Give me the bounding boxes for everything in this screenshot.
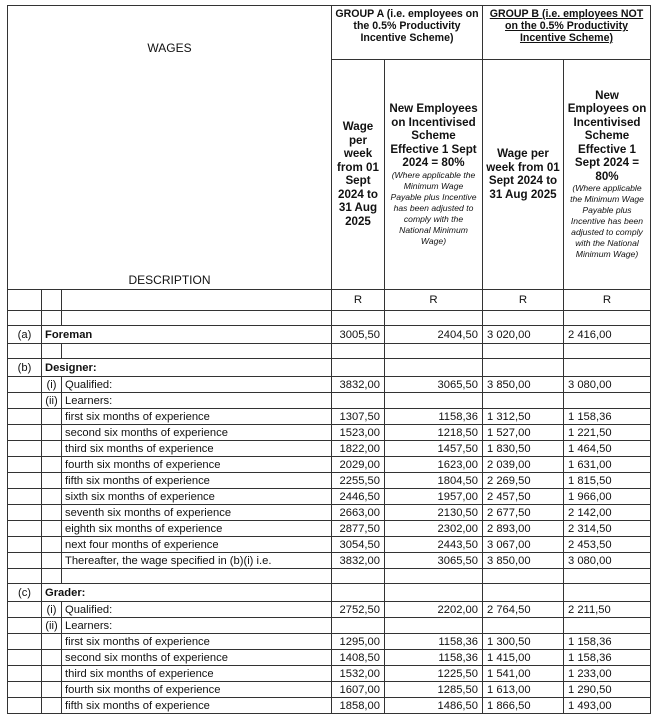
wage-value: 2446,50 — [332, 489, 385, 505]
wage-value: 3 020,00 — [483, 326, 564, 344]
empty-cell — [8, 505, 42, 521]
qualified-row — [8, 377, 651, 393]
empty-cell — [8, 682, 42, 698]
empty-cell — [332, 618, 385, 634]
section-tag: (c) — [8, 584, 42, 602]
empty-cell — [8, 409, 42, 425]
table-row — [8, 489, 651, 505]
row-label: fifth six months of experience — [62, 698, 332, 714]
row-label: next four months of experience — [62, 537, 332, 553]
wage-value: 3065,50 — [385, 553, 483, 569]
row-label: third six months of experience — [62, 666, 332, 682]
wage-value: 3 850,00 — [483, 553, 564, 569]
empty-cell — [483, 359, 564, 377]
wage-value: 3 067,00 — [483, 537, 564, 553]
row-label: first six months of experience — [62, 409, 332, 425]
row-label: seventh six months of experience — [62, 505, 332, 521]
row-label: second six months of experience — [62, 650, 332, 666]
col1-title: Wage per week from 01 Sept 2024 to 31 Aug 2025 — [337, 120, 379, 228]
wage-value: 1307,50 — [332, 409, 385, 425]
row-label: fifth six months of experience — [62, 473, 332, 489]
wage-value: 2202,00 — [385, 602, 483, 618]
empty-cell — [8, 377, 42, 393]
empty-cell — [483, 344, 564, 359]
empty-cell — [42, 537, 62, 553]
wage-value: 1607,00 — [332, 682, 385, 698]
wage-value: 2 039,00 — [483, 457, 564, 473]
empty-cell — [8, 344, 42, 359]
row-label: sixth six months of experience — [62, 489, 332, 505]
empty-cell — [564, 311, 651, 326]
empty-cell — [8, 457, 42, 473]
empty-cell — [332, 344, 385, 359]
group-a-title: GROUP A (i.e. employees on the 0.5% Productivity Incentive Scheme) — [332, 6, 483, 60]
wage-value: 1 866,50 — [483, 698, 564, 714]
empty-cell — [42, 505, 62, 521]
wage-value: 2 764,50 — [483, 602, 564, 618]
wage-value: 1 290,50 — [564, 682, 651, 698]
wage-value: 2443,50 — [385, 537, 483, 553]
empty-cell — [42, 489, 62, 505]
empty-cell — [332, 359, 385, 377]
row-label: Learners: — [62, 618, 332, 634]
empty-cell — [42, 425, 62, 441]
wages-table — [7, 5, 651, 714]
empty-cell — [62, 569, 332, 584]
wage-value: 1 312,50 — [483, 409, 564, 425]
wage-value: 1532,00 — [332, 666, 385, 682]
spacer-row — [8, 311, 651, 326]
wage-value: 1 158,36 — [564, 650, 651, 666]
wage-value: 1218,50 — [385, 425, 483, 441]
wage-value: 2663,00 — [332, 505, 385, 521]
sub-tag: (i) — [42, 377, 62, 393]
learners-row — [8, 393, 651, 409]
col2-title: New Employees on Incentivised Scheme Effective 1 Sept 2024 = 80% — [389, 102, 478, 169]
row-label: Learners: — [62, 393, 332, 409]
empty-cell — [385, 618, 483, 634]
wage-value: 1804,50 — [385, 473, 483, 489]
wage-value: 2255,50 — [332, 473, 385, 489]
wage-value: 1623,00 — [385, 457, 483, 473]
empty-cell — [42, 666, 62, 682]
empty-cell — [332, 569, 385, 584]
wage-value: 2029,00 — [332, 457, 385, 473]
empty-cell — [42, 473, 62, 489]
wages-title: WAGES — [8, 6, 332, 60]
wage-value: 2 269,50 — [483, 473, 564, 489]
empty-cell — [42, 409, 62, 425]
col4-header — [564, 59, 651, 290]
empty-cell — [332, 584, 385, 602]
empty-cell — [332, 311, 385, 326]
table-row — [8, 409, 651, 425]
sub-tag: (i) — [42, 602, 62, 618]
wage-value: 1225,50 — [385, 666, 483, 682]
empty-cell — [483, 311, 564, 326]
unit-cell: R — [483, 290, 564, 311]
unit-cell: R — [385, 290, 483, 311]
description-title: DESCRIPTION — [8, 59, 332, 290]
empty-cell — [42, 634, 62, 650]
empty-cell — [42, 553, 62, 569]
row-label: Qualified: — [62, 377, 332, 393]
table-row — [8, 505, 651, 521]
row-label: Thereafter, the wage specified in (b)(i) i.e. — [62, 553, 332, 569]
section-row — [8, 326, 651, 344]
wage-value: 1 158,36 — [564, 634, 651, 650]
empty-cell — [8, 553, 42, 569]
empty-cell — [8, 473, 42, 489]
spacer-row — [8, 569, 651, 584]
empty-cell — [483, 569, 564, 584]
empty-cell — [564, 618, 651, 634]
table-row — [8, 473, 651, 489]
wage-value: 3832,00 — [332, 553, 385, 569]
row-label: first six months of experience — [62, 634, 332, 650]
wage-value: 1158,36 — [385, 409, 483, 425]
spacer-row — [8, 344, 651, 359]
wage-value: 2 677,50 — [483, 505, 564, 521]
section-title: Designer: — [42, 359, 332, 377]
col2-note: (Where applicable the Minimum Wage Payable plus Incentive has been adjusted to comply with the National Minimum Wage) — [390, 169, 477, 246]
units-row — [8, 290, 651, 311]
empty-cell — [564, 359, 651, 377]
empty-cell — [8, 569, 42, 584]
wage-value: 2 453,50 — [564, 537, 651, 553]
empty-cell — [8, 489, 42, 505]
wage-value: 1 300,50 — [483, 634, 564, 650]
section-row — [8, 359, 651, 377]
empty-cell — [42, 569, 62, 584]
row-label: Qualified: — [62, 602, 332, 618]
empty-cell — [8, 618, 42, 634]
wage-value: 1 830,50 — [483, 441, 564, 457]
wage-value: 1 415,00 — [483, 650, 564, 666]
wage-value: 1957,00 — [385, 489, 483, 505]
empty-cell — [385, 569, 483, 584]
col2-header — [385, 59, 483, 290]
empty-cell — [42, 682, 62, 698]
wage-value: 2130,50 — [385, 505, 483, 521]
empty-cell — [42, 521, 62, 537]
wage-value: 1 966,00 — [564, 489, 651, 505]
empty-cell — [8, 521, 42, 537]
col4-note: (Where applicable the Minimum Wage Payable plus Incentive has been adjusted to comply with the National Minimum Wage) — [570, 183, 644, 259]
empty-cell — [62, 344, 332, 359]
row-label: fourth six months of experience — [62, 682, 332, 698]
empty-cell — [483, 584, 564, 602]
wage-value: 1523,00 — [332, 425, 385, 441]
table-row — [8, 682, 651, 698]
section-row — [8, 584, 651, 602]
row-label: fourth six months of experience — [62, 457, 332, 473]
wage-value: 3 080,00 — [564, 553, 651, 569]
section-tag: (b) — [8, 359, 42, 377]
wage-value: 3 080,00 — [564, 377, 651, 393]
col4-title: New Employees on Incentivised Scheme Effective 1 Sept 2024 = 80% — [567, 88, 647, 183]
empty-cell — [385, 584, 483, 602]
row-label: eighth six months of experience — [62, 521, 332, 537]
sub-tag: (ii) — [42, 393, 62, 409]
wage-value: 3054,50 — [332, 537, 385, 553]
unit-cell: R — [564, 290, 651, 311]
wage-value: 1 493,00 — [564, 698, 651, 714]
wage-value: 2 416,00 — [564, 326, 651, 344]
empty-cell — [8, 311, 42, 326]
empty-cell — [564, 584, 651, 602]
table-row — [8, 634, 651, 650]
wage-value: 2 893,00 — [483, 521, 564, 537]
wage-value: 1486,50 — [385, 698, 483, 714]
wage-value: 1295,00 — [332, 634, 385, 650]
wage-value: 1858,00 — [332, 698, 385, 714]
wage-value: 2 142,00 — [564, 505, 651, 521]
learners-row — [8, 618, 651, 634]
wage-value: 2302,00 — [385, 521, 483, 537]
table-row — [8, 666, 651, 682]
wage-value: 1 158,36 — [564, 409, 651, 425]
table-row — [8, 537, 651, 553]
wage-value: 1 221,50 — [564, 425, 651, 441]
section-title: Grader: — [42, 584, 332, 602]
empty-cell — [8, 441, 42, 457]
empty-cell — [8, 425, 42, 441]
wage-value: 2404,50 — [385, 326, 483, 344]
wage-value: 3832,00 — [332, 377, 385, 393]
empty-cell — [483, 618, 564, 634]
empty-cell — [8, 634, 42, 650]
wage-value: 1158,36 — [385, 650, 483, 666]
wage-value: 1457,50 — [385, 441, 483, 457]
col3-header — [483, 59, 564, 290]
qualified-row — [8, 602, 651, 618]
col3-title: Wage per week from 01 Sept 2024 to 31 Aug 2025 — [486, 147, 560, 201]
empty-cell — [42, 650, 62, 666]
table-row — [8, 457, 651, 473]
wage-value: 3005,50 — [332, 326, 385, 344]
wage-value: 2877,50 — [332, 521, 385, 537]
row-label: third six months of experience — [62, 441, 332, 457]
empty-cell — [8, 698, 42, 714]
wage-value: 1 527,00 — [483, 425, 564, 441]
wage-value: 1 541,00 — [483, 666, 564, 682]
wage-value: 1822,00 — [332, 441, 385, 457]
sub-tag: (ii) — [42, 618, 62, 634]
empty-cell — [483, 393, 564, 409]
empty-cell — [42, 698, 62, 714]
empty-cell — [385, 393, 483, 409]
wage-value: 1408,50 — [332, 650, 385, 666]
wage-value: 2 314,50 — [564, 521, 651, 537]
empty-cell — [8, 650, 42, 666]
wage-value: 1158,36 — [385, 634, 483, 650]
group-b-title: GROUP B (i.e. employees NOT on the 0.5% Productivity Incentive Scheme) — [483, 6, 651, 60]
empty-cell — [42, 311, 62, 326]
wage-value: 2 457,50 — [483, 489, 564, 505]
table-row — [8, 441, 651, 457]
empty-cell — [8, 602, 42, 618]
empty-cell — [385, 359, 483, 377]
wage-value: 1 815,50 — [564, 473, 651, 489]
empty-cell — [62, 311, 332, 326]
table-row — [8, 650, 651, 666]
section-tag: (a) — [8, 326, 42, 344]
wage-value: 3065,50 — [385, 377, 483, 393]
table-row — [8, 521, 651, 537]
empty-cell — [42, 441, 62, 457]
empty-cell — [564, 344, 651, 359]
wage-value: 1 613,00 — [483, 682, 564, 698]
wage-value: 1 233,00 — [564, 666, 651, 682]
empty-cell — [385, 311, 483, 326]
empty-cell — [564, 393, 651, 409]
wage-value: 3 850,00 — [483, 377, 564, 393]
empty-cell — [42, 457, 62, 473]
empty-cell — [332, 393, 385, 409]
table-row — [8, 553, 651, 569]
section-title: Foreman — [42, 326, 332, 344]
empty-cell — [564, 569, 651, 584]
table-row — [8, 698, 651, 714]
empty-cell — [385, 344, 483, 359]
table-row — [8, 425, 651, 441]
empty-cell — [8, 537, 42, 553]
empty-cell — [42, 344, 62, 359]
empty-cell — [8, 666, 42, 682]
wage-value: 1285,50 — [385, 682, 483, 698]
row-label: second six months of experience — [62, 425, 332, 441]
wage-value: 1 464,50 — [564, 441, 651, 457]
col1-header — [332, 59, 385, 290]
wage-value: 2 211,50 — [564, 602, 651, 618]
wage-value: 2752,50 — [332, 602, 385, 618]
empty-cell — [8, 393, 42, 409]
unit-cell: R — [332, 290, 385, 311]
wage-value: 1 631,00 — [564, 457, 651, 473]
